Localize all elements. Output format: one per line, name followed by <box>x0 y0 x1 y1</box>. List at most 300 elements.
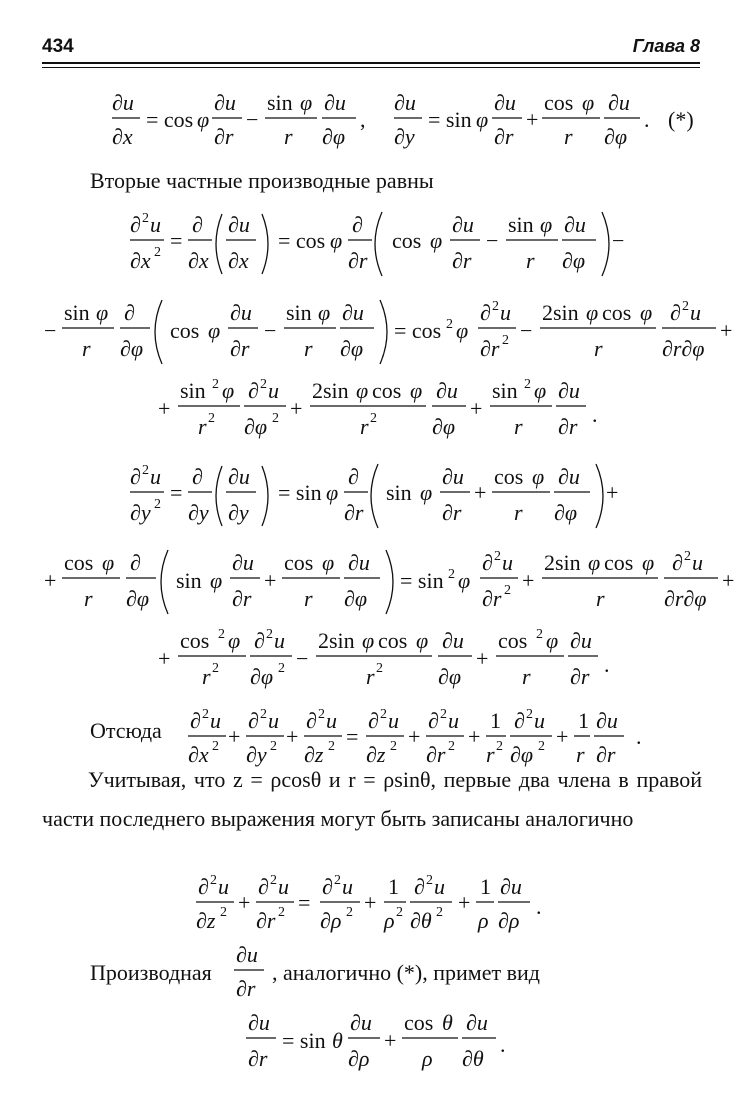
svg-text:∂u: ∂u <box>214 90 236 115</box>
svg-text:cos: cos <box>378 628 408 653</box>
svg-text:r: r <box>596 586 605 611</box>
svg-text:2: 2 <box>210 873 217 888</box>
svg-text:φ: φ <box>410 378 423 403</box>
svg-text:r: r <box>486 742 495 767</box>
svg-text:= cos: = cos <box>394 318 442 343</box>
svg-text:∂u: ∂u <box>608 90 630 115</box>
svg-text:2: 2 <box>346 905 353 920</box>
svg-text:∂u: ∂u <box>452 212 474 237</box>
svg-text:∂: ∂ <box>248 378 259 403</box>
svg-text:∂ρ: ∂ρ <box>498 908 520 933</box>
svg-text:= sin: = sin <box>282 1028 326 1053</box>
svg-text:∂y: ∂y <box>394 124 415 149</box>
svg-text:∂: ∂ <box>198 874 209 899</box>
svg-text:2: 2 <box>266 627 273 642</box>
svg-text:cos: cos <box>404 1010 434 1035</box>
svg-text:∂z: ∂z <box>196 908 216 933</box>
svg-text:∂x: ∂x <box>112 124 133 149</box>
svg-text:φ: φ <box>534 378 547 403</box>
svg-text:φ: φ <box>540 212 553 237</box>
svg-text:sin: sin <box>286 300 312 325</box>
svg-text:2: 2 <box>380 707 387 722</box>
svg-text:∂φ: ∂φ <box>510 742 534 767</box>
svg-text:−: − <box>44 318 57 343</box>
text-derivative-label: Производная <box>90 960 212 985</box>
svg-text:1: 1 <box>490 708 501 733</box>
svg-text:∂φ: ∂φ <box>126 586 150 611</box>
svg-text:+: + <box>158 646 171 671</box>
svg-text:= cos: = cos <box>146 107 194 132</box>
svg-text:=: = <box>170 228 183 253</box>
formula-d2u-dy2-line1 <box>0 452 744 542</box>
svg-text:φ: φ <box>318 300 331 325</box>
svg-text:2: 2 <box>502 333 509 348</box>
svg-text:−: − <box>612 228 625 253</box>
svg-text:∂r: ∂r <box>494 124 514 149</box>
svg-text:∂φ: ∂φ <box>432 414 456 439</box>
svg-text:∂u: ∂u <box>232 550 254 575</box>
svg-text:∂φ: ∂φ <box>438 664 462 689</box>
svg-text:2: 2 <box>318 707 325 722</box>
svg-text:.: . <box>500 1032 506 1057</box>
svg-text:∂ρ: ∂ρ <box>348 1046 370 1071</box>
svg-text:∂: ∂ <box>672 550 683 575</box>
svg-text:∂r∂φ: ∂r∂φ <box>664 586 707 611</box>
svg-text:∂: ∂ <box>254 628 265 653</box>
svg-text:∂u: ∂u <box>558 464 580 489</box>
svg-text:∂z: ∂z <box>366 742 386 767</box>
svg-text:φ: φ <box>642 550 655 575</box>
svg-text:2: 2 <box>260 707 267 722</box>
svg-text:φ: φ <box>322 550 335 575</box>
svg-text:∂r: ∂r <box>482 586 502 611</box>
svg-text:∂y: ∂y <box>188 500 209 525</box>
svg-text:∂φ: ∂φ <box>344 586 368 611</box>
svg-text:2: 2 <box>154 497 161 512</box>
svg-text:∂r: ∂r <box>348 248 368 273</box>
svg-text:∂r: ∂r <box>426 742 446 767</box>
svg-text:∂: ∂ <box>306 708 317 733</box>
svg-text:∂r: ∂r <box>344 500 364 525</box>
svg-text:2: 2 <box>208 411 215 426</box>
svg-text:sin: sin <box>176 568 202 593</box>
svg-text:θ: θ <box>332 1028 343 1053</box>
svg-text:r: r <box>522 664 531 689</box>
svg-text:φ: φ <box>362 628 375 653</box>
svg-text:φ: φ <box>456 318 469 343</box>
svg-text:sin: sin <box>508 212 534 237</box>
svg-text:+: + <box>556 724 569 749</box>
svg-text:u: u <box>388 708 399 733</box>
svg-text:sin: sin <box>386 480 412 505</box>
svg-text:φ: φ <box>326 480 339 505</box>
svg-text:φ: φ <box>197 107 210 132</box>
svg-text:+: + <box>384 1028 397 1053</box>
paragraph-considering: Учитывая, что z = ρcosθ и r = ρsinθ, первые два члена в правой части последнего выражения могут быть записаны аналогично <box>42 767 702 831</box>
svg-text:∂u: ∂u <box>570 628 592 653</box>
svg-text:∂r: ∂r <box>558 414 578 439</box>
svg-text:∂θ: ∂θ <box>410 908 432 933</box>
svg-text:2: 2 <box>396 905 403 920</box>
svg-text:r: r <box>514 414 523 439</box>
formula-laplacian-spherical-part <box>0 868 744 938</box>
svg-text:sin: sin <box>492 378 518 403</box>
svg-text:∂: ∂ <box>428 708 439 733</box>
svg-text:φ: φ <box>546 628 559 653</box>
svg-text:+: + <box>228 724 241 749</box>
svg-text:∂u: ∂u <box>500 874 522 899</box>
svg-text:∂: ∂ <box>130 550 141 575</box>
svg-text:∂r: ∂r <box>248 1046 268 1071</box>
svg-text:∂y: ∂y <box>246 742 267 767</box>
svg-text:2: 2 <box>212 661 219 676</box>
svg-text:∂: ∂ <box>482 550 493 575</box>
svg-text:−: − <box>246 107 259 132</box>
svg-text:u: u <box>502 550 513 575</box>
svg-text:cos: cos <box>544 90 574 115</box>
svg-text:2: 2 <box>440 707 447 722</box>
svg-text:∂u: ∂u <box>230 300 252 325</box>
svg-text:∂: ∂ <box>414 874 425 899</box>
svg-text:φ: φ <box>222 378 235 403</box>
svg-text:2: 2 <box>448 567 455 582</box>
text-derivative-tail: , аналогично (*), примет вид <box>272 960 540 985</box>
svg-text:∂u: ∂u <box>228 212 250 237</box>
svg-text:∂u: ∂u <box>394 90 416 115</box>
svg-text:cos: cos <box>604 550 634 575</box>
svg-text:∂u: ∂u <box>228 464 250 489</box>
svg-text:2: 2 <box>496 739 503 754</box>
svg-text:∂r: ∂r <box>232 586 252 611</box>
svg-text:2sin: 2sin <box>544 550 581 575</box>
svg-text:2: 2 <box>212 739 219 754</box>
svg-text:φ: φ <box>228 628 241 653</box>
formula-d2u-dx2-line1 <box>0 200 744 290</box>
svg-text:∂u: ∂u <box>442 628 464 653</box>
svg-text:∂: ∂ <box>348 464 359 489</box>
svg-text:φ: φ <box>420 480 433 505</box>
svg-text:ρ: ρ <box>422 1046 433 1071</box>
svg-text:∂: ∂ <box>480 300 491 325</box>
svg-text:2: 2 <box>220 905 227 920</box>
svg-text:1: 1 <box>388 874 399 899</box>
svg-text:∂r: ∂r <box>596 742 616 767</box>
svg-text:+: + <box>606 480 619 505</box>
svg-text:u: u <box>342 874 353 899</box>
header-rule <box>42 62 700 64</box>
svg-text:r: r <box>84 586 93 611</box>
svg-text:2: 2 <box>218 627 225 642</box>
svg-text:∂: ∂ <box>192 212 203 237</box>
svg-text:θ: θ <box>442 1010 453 1035</box>
svg-text:φ: φ <box>458 568 471 593</box>
svg-text:r: r <box>198 414 207 439</box>
svg-text:2: 2 <box>260 377 267 392</box>
svg-text:∂u: ∂u <box>436 378 458 403</box>
svg-text:∂x: ∂x <box>188 742 209 767</box>
svg-text:+: + <box>468 724 481 749</box>
svg-text:2: 2 <box>142 211 149 226</box>
svg-text:φ: φ <box>300 90 313 115</box>
svg-text:φ: φ <box>102 550 115 575</box>
svg-text:∂r∂φ: ∂r∂φ <box>662 336 705 361</box>
svg-text:+: + <box>458 890 471 915</box>
svg-text:∂φ: ∂φ <box>340 336 364 361</box>
svg-text:+: + <box>522 568 535 593</box>
svg-text:∂r: ∂r <box>452 248 472 273</box>
svg-text:2sin: 2sin <box>542 300 579 325</box>
svg-text:sin: sin <box>180 378 206 403</box>
svg-text:φ: φ <box>330 228 343 253</box>
svg-text:∂u: ∂u <box>442 464 464 489</box>
svg-text:2: 2 <box>504 583 511 598</box>
svg-text:∂φ: ∂φ <box>244 414 268 439</box>
svg-text:= sin: = sin <box>278 480 322 505</box>
svg-text:u: u <box>218 874 229 899</box>
svg-text:cos: cos <box>284 550 314 575</box>
svg-text:∂u: ∂u <box>348 550 370 575</box>
svg-text:∂u: ∂u <box>350 1010 372 1035</box>
formula-du-dr-inline <box>234 938 274 1008</box>
svg-text:∂: ∂ <box>514 708 525 733</box>
svg-text:+: + <box>526 107 539 132</box>
svg-text:∂r: ∂r <box>442 500 462 525</box>
svg-text:∂r: ∂r <box>570 664 590 689</box>
svg-text:r: r <box>526 248 535 273</box>
svg-text:∂: ∂ <box>192 464 203 489</box>
svg-text:∂φ: ∂φ <box>562 248 586 273</box>
svg-text:∂φ: ∂φ <box>554 500 578 525</box>
svg-text:∂θ: ∂θ <box>462 1046 484 1071</box>
svg-text:cos: cos <box>494 464 524 489</box>
svg-text:= sin: = sin <box>428 107 472 132</box>
svg-text:1: 1 <box>480 874 491 899</box>
formula-d2u-dy2-line2 <box>0 540 744 630</box>
svg-text:2: 2 <box>446 317 453 332</box>
svg-text:∂φ: ∂φ <box>322 124 346 149</box>
svg-text:∂u: ∂u <box>112 90 134 115</box>
svg-text:∂r: ∂r <box>480 336 500 361</box>
svg-text:+: + <box>238 890 251 915</box>
svg-text:u: u <box>434 874 445 899</box>
svg-text:u: u <box>268 708 279 733</box>
svg-text:.: . <box>604 652 610 677</box>
svg-text:cos: cos <box>170 318 200 343</box>
svg-text:+: + <box>44 568 57 593</box>
svg-text:2: 2 <box>448 739 455 754</box>
chapter-title: Глава 8 <box>632 36 700 56</box>
page-header <box>42 30 700 60</box>
svg-text:−: − <box>296 646 309 671</box>
svg-text:= cos: = cos <box>278 228 326 253</box>
svg-text:∂u: ∂u <box>596 708 618 733</box>
svg-text:2: 2 <box>334 873 341 888</box>
svg-text:cos: cos <box>602 300 632 325</box>
svg-text:2: 2 <box>536 627 543 642</box>
svg-text:=: = <box>170 480 183 505</box>
svg-text:∂z: ∂z <box>304 742 324 767</box>
svg-text:u: u <box>150 464 161 489</box>
svg-text:∂x: ∂x <box>188 248 209 273</box>
svg-text:u: u <box>534 708 545 733</box>
svg-text:+: + <box>286 724 299 749</box>
svg-text:r: r <box>304 586 313 611</box>
svg-text:2: 2 <box>202 707 209 722</box>
svg-text:r: r <box>304 336 313 361</box>
svg-text:2: 2 <box>682 299 689 314</box>
svg-text:2: 2 <box>426 873 433 888</box>
svg-text:sin: sin <box>64 300 90 325</box>
svg-text:∂: ∂ <box>130 464 141 489</box>
svg-text:φ: φ <box>476 107 489 132</box>
svg-text:r: r <box>576 742 585 767</box>
svg-text:ρ: ρ <box>384 908 395 933</box>
svg-text:φ: φ <box>586 300 599 325</box>
svg-text:u: u <box>692 550 703 575</box>
svg-text:2: 2 <box>684 549 691 564</box>
svg-text:2: 2 <box>436 905 443 920</box>
svg-text:∂u: ∂u <box>564 212 586 237</box>
svg-text:2: 2 <box>272 411 279 426</box>
svg-text:cos: cos <box>64 550 94 575</box>
formula-d2u-dx2-line3 <box>0 372 744 452</box>
svg-text:1: 1 <box>578 708 589 733</box>
svg-text:r: r <box>514 500 523 525</box>
svg-text:∂r: ∂r <box>214 124 234 149</box>
svg-text:2: 2 <box>370 411 377 426</box>
svg-text:∂φ: ∂φ <box>120 336 144 361</box>
formula-first-derivatives <box>0 80 744 170</box>
svg-text:∂u: ∂u <box>324 90 346 115</box>
svg-text:φ: φ <box>640 300 653 325</box>
svg-text:∂r: ∂r <box>230 336 250 361</box>
svg-text:2: 2 <box>538 739 545 754</box>
svg-text:2: 2 <box>376 661 383 676</box>
svg-text:−: − <box>486 228 499 253</box>
svg-text:+: + <box>290 396 303 421</box>
svg-text:2: 2 <box>390 739 397 754</box>
svg-text:∂: ∂ <box>352 212 363 237</box>
svg-text:+: + <box>722 568 735 593</box>
svg-text:u: u <box>210 708 221 733</box>
svg-text:2: 2 <box>524 377 531 392</box>
svg-text:∂φ: ∂φ <box>604 124 628 149</box>
formula-du-dr <box>0 1004 744 1084</box>
svg-text:.: . <box>644 107 650 132</box>
svg-text:∂: ∂ <box>124 300 135 325</box>
svg-text:2: 2 <box>142 463 149 478</box>
svg-text:.: . <box>636 724 642 749</box>
svg-text:∂u: ∂u <box>558 378 580 403</box>
svg-text:+: + <box>408 724 421 749</box>
svg-text:∂y: ∂y <box>228 500 249 525</box>
svg-text:=: = <box>298 890 311 915</box>
svg-text:+: + <box>476 646 489 671</box>
svg-text:.: . <box>592 402 598 427</box>
svg-text:2: 2 <box>278 905 285 920</box>
svg-text:∂r: ∂r <box>256 908 276 933</box>
svg-text:r: r <box>284 124 293 149</box>
svg-text:u: u <box>690 300 701 325</box>
svg-text:cos: cos <box>180 628 210 653</box>
svg-text:2: 2 <box>270 873 277 888</box>
svg-text:r: r <box>202 664 211 689</box>
svg-text:= sin: = sin <box>400 568 444 593</box>
svg-text:∂φ: ∂φ <box>250 664 274 689</box>
svg-text:∂r: ∂r <box>236 976 256 1001</box>
svg-text:φ: φ <box>416 628 429 653</box>
svg-text:∂y: ∂y <box>130 500 151 525</box>
svg-text:2sin: 2sin <box>312 378 349 403</box>
equation-marker: (*) <box>668 107 694 132</box>
svg-text:.: . <box>536 894 542 919</box>
svg-text:+: + <box>364 890 377 915</box>
svg-text:2: 2 <box>526 707 533 722</box>
svg-text:−: − <box>264 318 277 343</box>
svg-text:cos: cos <box>392 228 422 253</box>
svg-text:2: 2 <box>492 299 499 314</box>
svg-text:u: u <box>274 628 285 653</box>
svg-text:φ: φ <box>588 550 601 575</box>
svg-text:φ: φ <box>356 378 369 403</box>
svg-text:∂x: ∂x <box>130 248 151 273</box>
svg-text:∂: ∂ <box>130 212 141 237</box>
svg-text:∂: ∂ <box>190 708 201 733</box>
header-rule-thin <box>42 67 700 68</box>
svg-text:∂u: ∂u <box>248 1010 270 1035</box>
formula-d2u-dy2-line3 <box>0 622 744 702</box>
svg-text:2: 2 <box>212 377 219 392</box>
svg-text:u: u <box>448 708 459 733</box>
svg-text:cos: cos <box>372 378 402 403</box>
formula-d2u-dx2-line2 <box>0 290 744 380</box>
svg-text:−: − <box>520 318 533 343</box>
svg-text:∂: ∂ <box>248 708 259 733</box>
svg-text:2: 2 <box>270 739 277 754</box>
svg-text:∂u: ∂u <box>494 90 516 115</box>
svg-text:∂u: ∂u <box>466 1010 488 1035</box>
svg-text:r: r <box>366 664 375 689</box>
text-second-partials: Вторые частные производные равны <box>90 168 434 193</box>
svg-text:2: 2 <box>494 549 501 564</box>
svg-text:φ: φ <box>96 300 109 325</box>
svg-text:+: + <box>474 480 487 505</box>
svg-text:r: r <box>82 336 91 361</box>
svg-text:,: , <box>360 107 366 132</box>
text-hence: Отсюда <box>90 718 162 743</box>
svg-text:2: 2 <box>278 661 285 676</box>
svg-text:+: + <box>264 568 277 593</box>
svg-text:ρ: ρ <box>478 908 489 933</box>
svg-text:u: u <box>278 874 289 899</box>
svg-text:2sin: 2sin <box>318 628 355 653</box>
svg-text:φ: φ <box>582 90 595 115</box>
svg-text:cos: cos <box>498 628 528 653</box>
svg-text:+: + <box>158 396 171 421</box>
svg-text:sin: sin <box>267 90 293 115</box>
svg-text:r: r <box>564 124 573 149</box>
svg-text:∂: ∂ <box>322 874 333 899</box>
svg-text:r: r <box>594 336 603 361</box>
svg-text:+: + <box>720 318 733 343</box>
svg-text:2: 2 <box>328 739 335 754</box>
svg-text:∂ρ: ∂ρ <box>320 908 342 933</box>
svg-text:∂u: ∂u <box>236 942 258 967</box>
svg-text:r: r <box>360 414 369 439</box>
svg-text:2: 2 <box>154 245 161 260</box>
svg-text:u: u <box>500 300 511 325</box>
page-number: 434 <box>42 36 74 57</box>
